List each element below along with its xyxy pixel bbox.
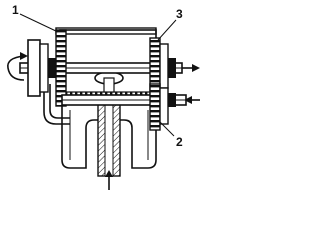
callout-2: 2 bbox=[176, 135, 183, 149]
vertical-shaft bbox=[98, 96, 120, 176]
handwheel bbox=[28, 40, 56, 96]
callout-3: 3 bbox=[176, 7, 183, 21]
output-arrow-upper bbox=[182, 64, 200, 72]
gear-2 bbox=[150, 84, 176, 130]
callout-1: 1 bbox=[12, 3, 19, 17]
